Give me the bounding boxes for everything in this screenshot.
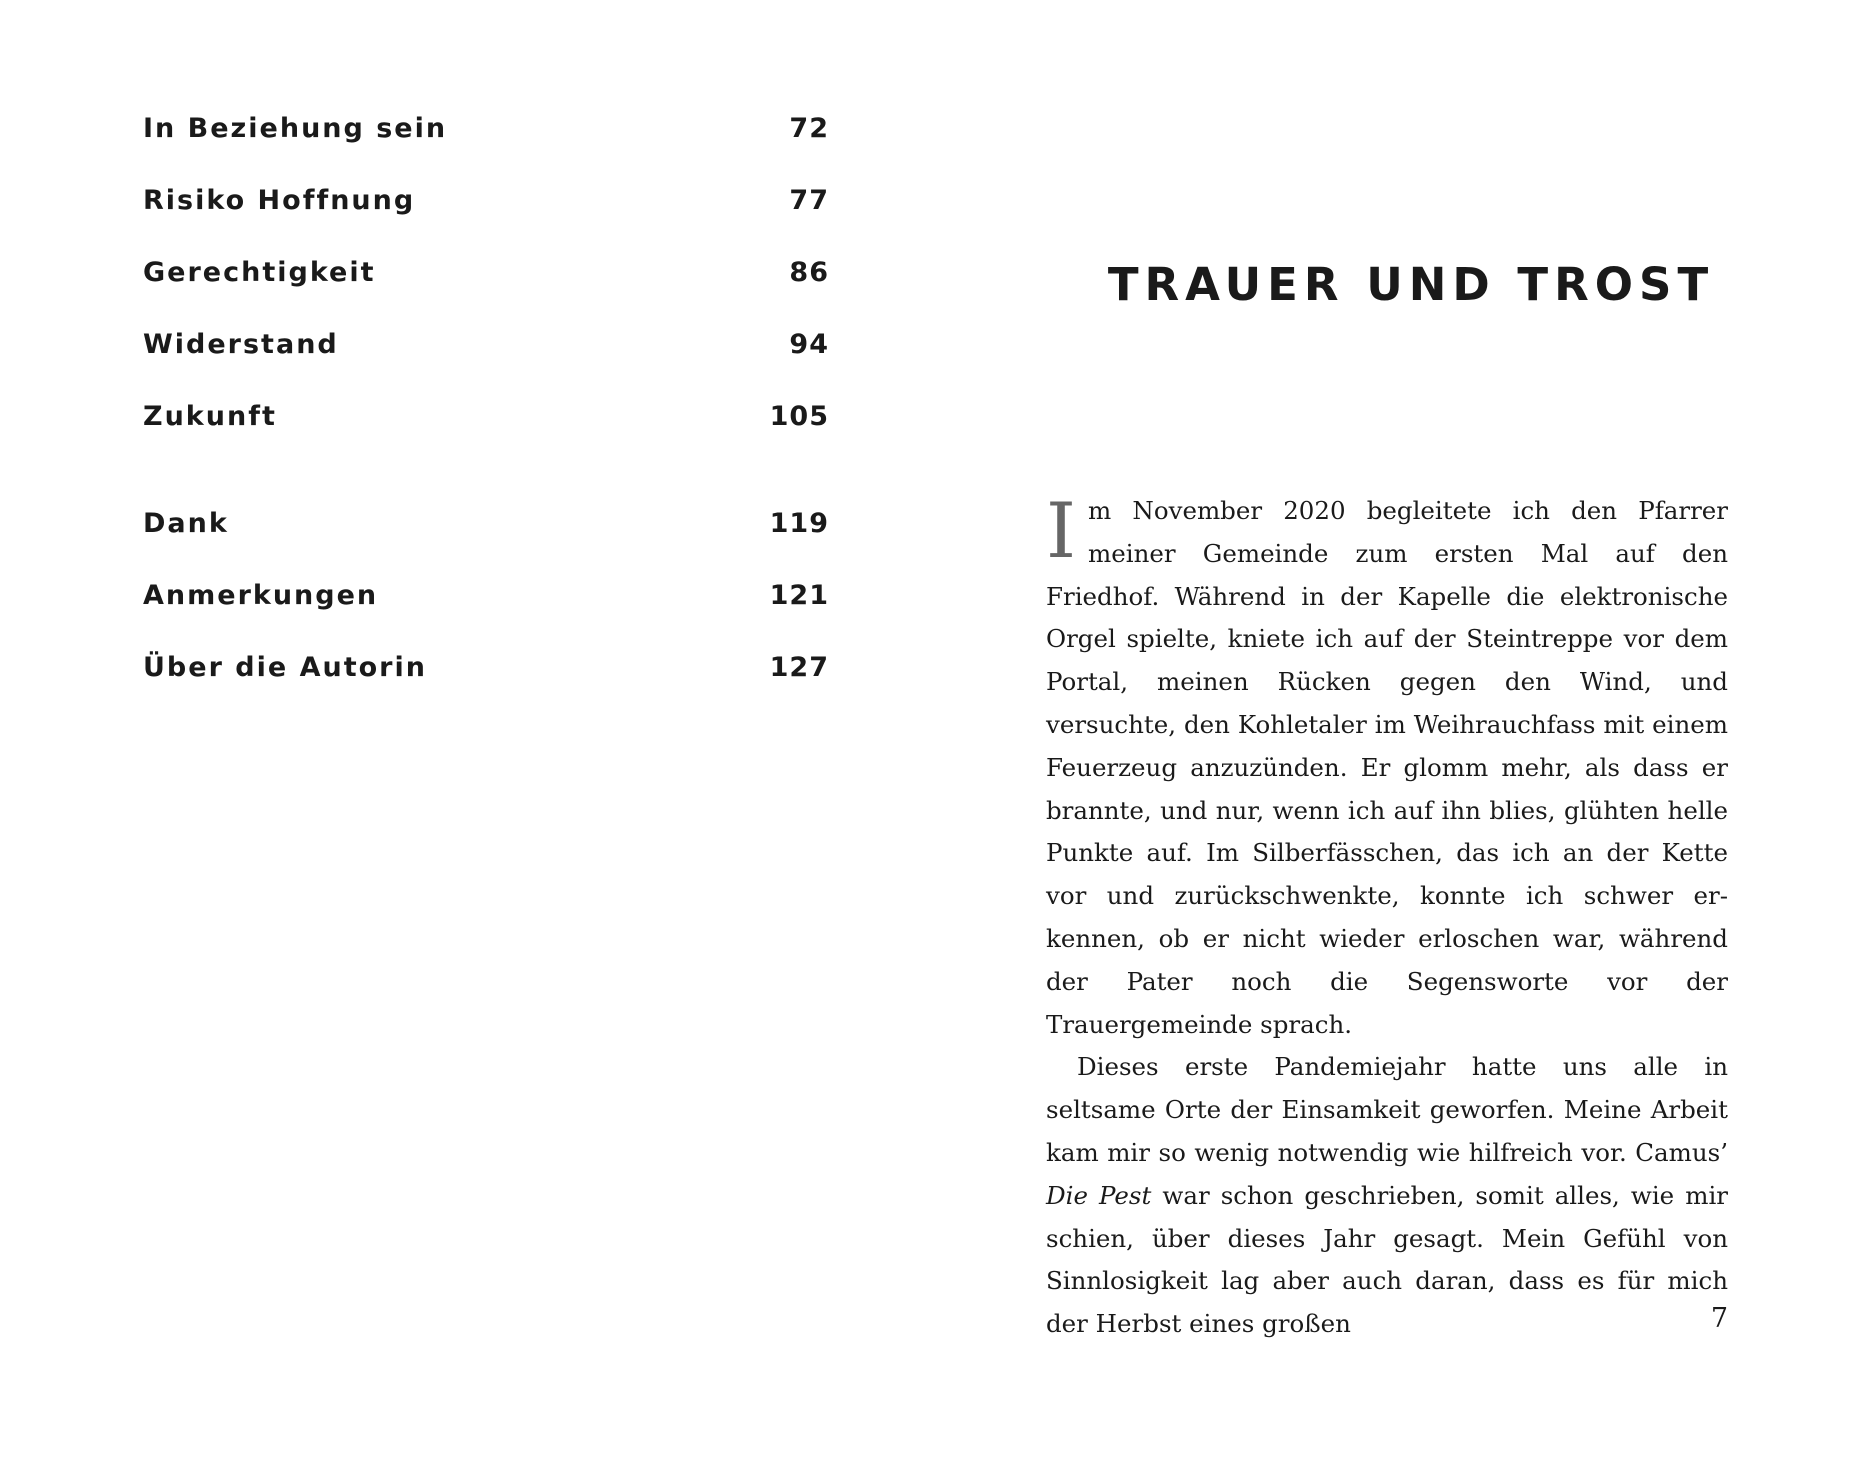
paragraph — [1046, 1046, 1728, 1346]
page-number: 7 — [1710, 1303, 1728, 1334]
toc-entry-title: In Beziehung sein — [143, 112, 448, 144]
toc-entry-page: 121 — [769, 579, 829, 611]
toc-entry-page: 77 — [789, 184, 829, 216]
toc-entry-page: 105 — [769, 400, 829, 432]
drop-cap: I — [1046, 486, 1077, 575]
book-title: Die Pest — [1046, 1180, 1152, 1210]
toc-entry-title: Dank — [143, 507, 229, 539]
toc-entry — [143, 108, 829, 148]
toc-entry-page: 127 — [769, 651, 829, 683]
toc-entry — [143, 647, 829, 687]
chapter-title: TRAUER UND TROST — [1107, 258, 1715, 311]
toc-entry — [143, 324, 829, 364]
toc-entry-title: Zukunft — [143, 400, 277, 432]
chapter-body — [1046, 486, 1728, 1346]
paragraph-text: war schon geschrieben, somit alles, wie mir schien, über dieses Jahr gesagt. Mein Gefühl von Sinnlosigkeit lag aber auch daran, dass es für mich der Herbst eines großen — [1046, 1180, 1728, 1339]
toc-entry-title: Widerstand — [143, 328, 339, 360]
toc-entry-page: 94 — [789, 328, 829, 360]
paragraph — [1046, 486, 1728, 1046]
toc-entry — [143, 396, 829, 436]
toc-entry-title: Risiko Hoffnung — [143, 184, 416, 216]
toc-entry-page: 119 — [769, 507, 829, 539]
toc-entry-title: Über die Autorin — [143, 651, 427, 683]
toc-entry-title: Gerechtigkeit — [143, 256, 376, 288]
paragraph-text: m November 2020 begleitete ich den Pfarrer meiner Gemeinde zum ersten Mal auf den Friedhof. Während in der Kapelle die elektronische Orgel spielte, kniete ich auf der Steintreppe vor dem Portal, meinen Rücken gegen den Wind, und versuchte, den Kohletaler im Weihrauchfass mit einem Feuerzeug anzuzünden. Er glomm mehr, als dass er brannte, und nur, wenn ich auf ihn blies, glühten helle Punkte auf. Im Silberfässchen, das ich an der Kette vor und zurückschwenkte, konnte ich schwer erkennen, ob er nicht wieder erloschen war, während der Pater noch die Segensworte vor der Trauergemeinde sprach. — [1046, 496, 1728, 1039]
toc-entry-page: 72 — [789, 112, 829, 144]
toc-entry — [143, 252, 829, 292]
toc-entry-page: 86 — [789, 256, 829, 288]
toc-entry-title: Anmerkungen — [143, 579, 379, 611]
toc-entry — [143, 575, 829, 615]
toc-entry — [143, 180, 829, 220]
toc-entry — [143, 503, 829, 543]
paragraph-text: Dieses erste Pandemiejahr hatte uns alle in seltsame Orte der Einsamkeit geworfen. Meine Arbeit kam mir so wenig notwendig wie hilfreich vor. Camus’ — [1046, 1052, 1728, 1167]
